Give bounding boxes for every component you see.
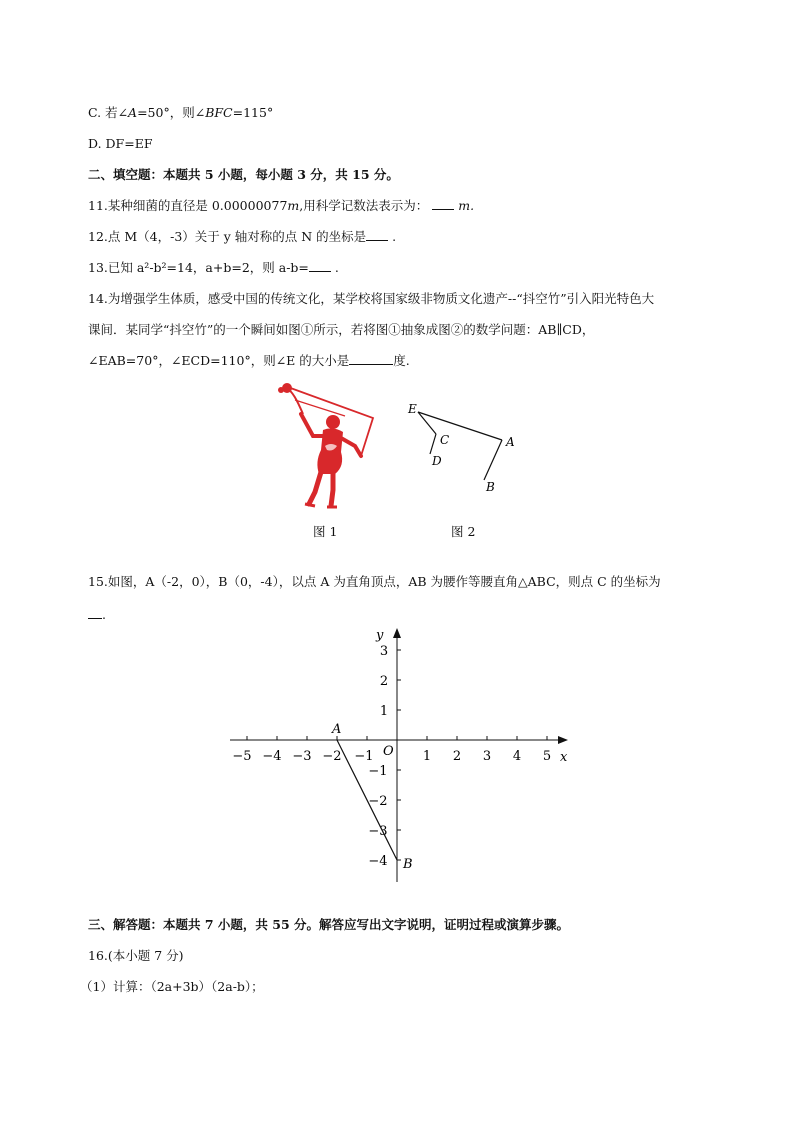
q14-line3-text: ∠EAB=70°，∠ECD=110°，则∠E 的大小是 [88, 353, 350, 368]
question-13 [88, 259, 339, 277]
y-tick-label: −2 [368, 794, 388, 809]
fig2-label-e: E [408, 402, 417, 416]
q12-answer-blank [366, 228, 388, 241]
question-15-line-1: 15.如图，A（-2，0），B（0，-4），以点 A 为直角顶点，AB 为腰作等腰直角△ABC，则点 C 的坐标为 [88, 574, 661, 589]
option-c-prefix: C. 若∠ [88, 105, 129, 120]
section-3-header: 三、解答题：本题共 7 小题，共 55 分。解答应写出文字说明，证明过程或演算步骤。 [88, 917, 570, 932]
option-c [88, 104, 273, 122]
figure-1-caption: 图 1 [313, 524, 338, 539]
x-tick-label: 5 [542, 749, 552, 764]
figure-2-caption: 图 2 [451, 524, 476, 539]
question-16-title: 16.(本小题 7 分) [88, 948, 184, 963]
q12-suffix: . [392, 229, 397, 244]
geometry-figure-2 [400, 396, 530, 496]
y-tick-label: −3 [368, 824, 388, 839]
x-tick-label: −2 [322, 749, 342, 764]
x-tick-label: 2 [452, 749, 462, 764]
question-15-line-2 [88, 606, 106, 624]
fig2-label-c: C [440, 433, 450, 447]
q15-answer-blank [88, 606, 102, 619]
y-axis-arrow [393, 628, 401, 638]
y-tick-label: −4 [368, 854, 388, 869]
q12-text: 12.点 M（4，-3）关于 y 轴对称的点 N 的坐标是 [88, 229, 367, 244]
q11-unit: m [287, 198, 300, 213]
option-c-mid: =50°，则∠ [137, 105, 206, 120]
q11-unit-suffix: m. [458, 198, 475, 213]
option-c-suffix: =115° [232, 105, 274, 120]
x-tick-label: −3 [292, 749, 312, 764]
y-tick-label: 2 [379, 674, 389, 689]
q13-text: 13.已知 a²-b²=14，a+b=2，则 a-b= [88, 260, 309, 275]
q14-suffix: 度. [393, 353, 410, 368]
option-c-var2: BFC [205, 105, 233, 120]
q13-answer-blank [309, 259, 331, 272]
x-tick-label: −1 [354, 749, 374, 764]
x-tick-label: 1 [422, 749, 432, 764]
option-c-var1: A [128, 105, 138, 120]
question-14-line-2: 课间．某同学“抖空竹”的一个瞬间如图①所示，若将图①抽象成图②的数学问题：AB∥CD， [88, 322, 595, 337]
q14-answer-blank [349, 352, 393, 365]
question-12 [88, 228, 396, 246]
y-tick-marks [397, 650, 401, 860]
option-d: D. DF=EF [88, 136, 153, 151]
x-tick-label: −4 [262, 749, 282, 764]
diabolo-player-figure [275, 380, 385, 510]
y-tick-label: −1 [368, 764, 388, 779]
question-11 [88, 197, 474, 215]
x-tick-label: −5 [232, 749, 252, 764]
x-tick-label: 4 [512, 749, 522, 764]
coordinate-plane [220, 624, 580, 886]
x-tick-label: 3 [482, 749, 492, 764]
fig2-label-a: A [506, 435, 515, 449]
point-a-label: A [332, 722, 342, 737]
x-axis-arrow [558, 736, 568, 744]
fig2-label-b: B [486, 480, 495, 494]
question-14-line-1: 14.为增强学生体质，感受中国的传统文化，某学校将国家级非物质文化遗产--“抖空竹”引入阳光特色大 [88, 291, 655, 306]
y-axis-label: y [376, 628, 384, 643]
y-tick-label: 1 [379, 704, 389, 719]
q11-answer-blank [432, 197, 454, 210]
x-axis-label: x [560, 750, 568, 765]
q13-suffix: . [334, 260, 339, 275]
q11-prefix: 11.某种细菌的直径是 0.00000077 [88, 198, 288, 213]
y-tick-label: 3 [379, 644, 389, 659]
origin-label: O [383, 744, 394, 759]
q11-mid: ,用科学记数法表示为： [299, 198, 429, 213]
section-2-header: 二、填空题：本题共 5 小题，每小题 3 分，共 15 分。 [88, 167, 399, 182]
fig2-label-d: D [432, 454, 442, 468]
question-16-part-1: （1）计算：（2a+3b）（2a-b）； [80, 979, 264, 994]
q15-suffix: . [102, 607, 106, 622]
question-14-line-3 [88, 352, 410, 370]
point-b-label: B [403, 857, 413, 872]
